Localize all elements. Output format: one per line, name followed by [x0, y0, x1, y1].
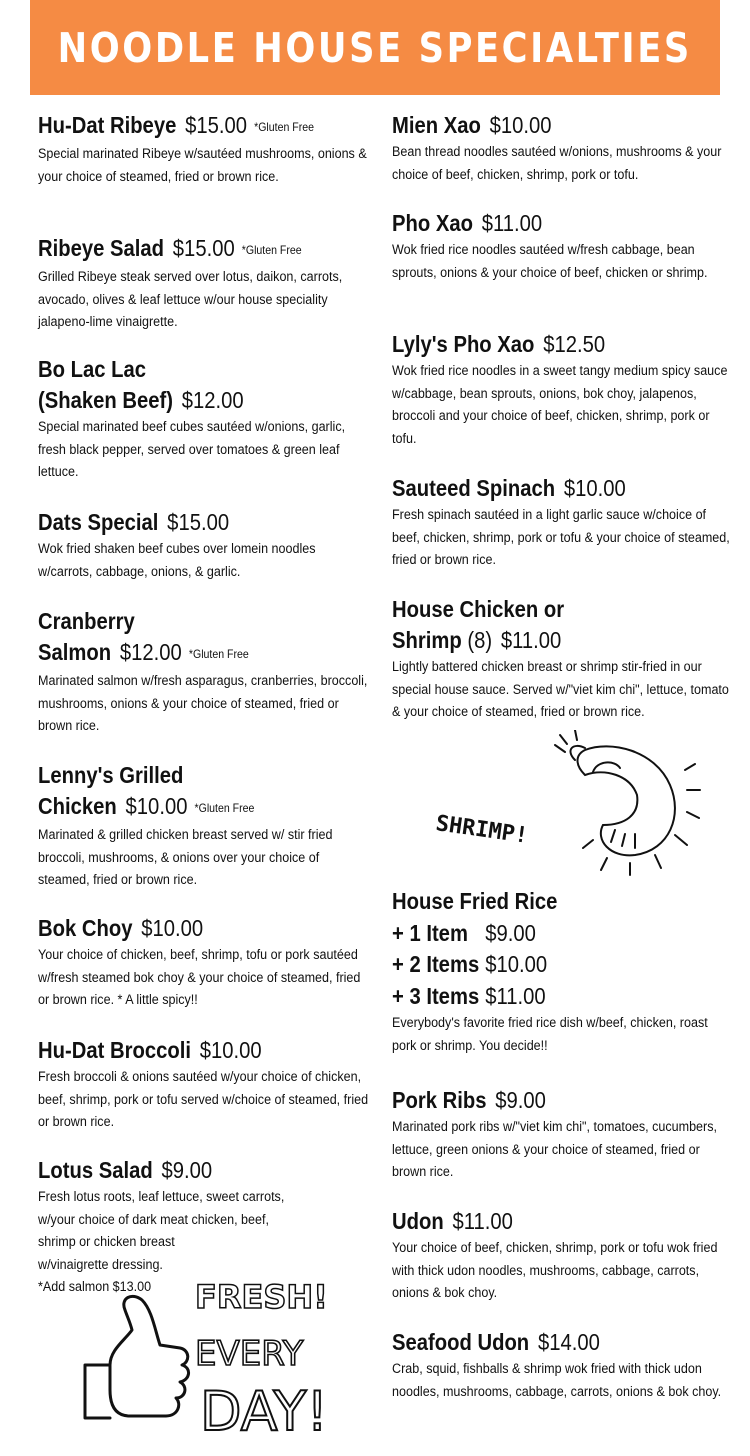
item-title-line1: Bo Lac Lac — [38, 356, 146, 382]
gluten-free-note: *Gluten Free — [188, 647, 249, 661]
item-title — [38, 233, 330, 266]
menu-item-udon — [392, 1206, 732, 1305]
menu-item-sauteed-spinach — [392, 473, 732, 572]
gluten-free-note: *Gluten Free — [194, 801, 255, 815]
shrimp-doodle — [425, 730, 705, 880]
menu-item-dats-special — [38, 507, 370, 583]
item-description: Lightly battered chicken breast or shrimp stir-fried in our special house sauce. Served w/"viet kim chi", lettuce, tomato & your choice of steamed, fried or brown rice. — [392, 659, 729, 719]
item-description: Grilled Ribeye steak served over lotus, daikon, carrots, avocado, olives & leaf lettuce w/our house speciality jalapeno-lime vinaigrette. — [38, 269, 343, 329]
item-name: Pork Ribs — [392, 1087, 487, 1113]
item-price: $12.00 — [181, 387, 244, 413]
desc-line: shrimp or chicken breast — [38, 1234, 175, 1249]
item-price: $12.50 — [543, 331, 606, 357]
option-price: $9.00 — [485, 919, 536, 946]
header-banner — [30, 0, 720, 95]
item-name: Seafood Udon — [392, 1329, 530, 1355]
item-price: $11.00 — [500, 627, 562, 653]
item-description: Marinated salmon w/fresh asparagus, cranberries, broccoli, mushrooms, onions & your choice of steamed, fried or brown rice. — [38, 673, 368, 733]
day-text: DAY! — [200, 1380, 329, 1443]
option-price: $11.00 — [485, 982, 546, 1009]
item-title — [392, 625, 691, 656]
item-price: $14.00 — [537, 1329, 600, 1355]
item-description: Everybody's favorite fried rice dish w/beef, chicken, roast pork or shrimp. You decide!! — [392, 1015, 708, 1053]
item-title-line1: House Chicken or — [392, 596, 565, 622]
item-name: Salmon — [38, 639, 112, 665]
menu-item-ribeye-salad — [38, 233, 370, 334]
option-label: + 2 Items — [392, 951, 480, 977]
item-title — [38, 385, 330, 416]
item-name: Hu-Dat Ribeye — [38, 112, 177, 138]
item-title — [38, 1155, 330, 1186]
add-salmon-note: *Add salmon $13.00 — [38, 1279, 152, 1294]
item-name: Mien Xao — [392, 112, 481, 138]
desc-line: Fresh lotus roots, leaf lettuce, sweet carrots, — [38, 1189, 285, 1204]
item-quantity: (8) — [467, 627, 493, 653]
item-description: Your choice of chicken, beef, shrimp, tofu or pork sautéed w/fresh steamed bok choy & your choice of steamed, fried or brown rice. * A little spicy!! — [38, 947, 361, 1007]
item-price: $10.00 — [125, 793, 188, 819]
item-name: Lotus Salad — [38, 1157, 153, 1183]
item-title — [392, 1085, 691, 1116]
item-name: Hu-Dat Broccoli — [38, 1037, 191, 1063]
item-description: Wok fried shaken beef cubes over lomein noodles w/carrots, cabbage, onions, & garlic. — [38, 541, 316, 579]
item-title — [392, 329, 691, 360]
item-price: $15.00 — [185, 112, 248, 138]
page-title: NOODLE HOUSE SPECIALTIES — [57, 23, 693, 72]
item-title — [392, 1206, 691, 1237]
item-description: Bean thread noodles sautéed w/onions, mushrooms & your choice of beef, chicken, shrimp, pork or tofu. — [392, 144, 722, 182]
item-name: Chicken — [38, 793, 117, 819]
item-description: Special marinated Ribeye w/sautéed mushrooms, onions & your choice of steamed, fried or brown rice. — [38, 146, 367, 184]
item-price: $10.00 — [199, 1037, 262, 1063]
shrimp-doodle-text: SHRIMP! — [434, 811, 530, 849]
item-name: Dats Special — [38, 509, 159, 535]
item-title — [38, 637, 330, 670]
item-description: Wok fried rice noodles in a sweet tangy medium spicy sauce w/cabbage, bean sprouts, onions, bok choy, jalapenos, broccoli and your choice of beef, chicken, shrimp, pork or tofu. — [392, 363, 728, 446]
item-price: $10.00 — [141, 915, 204, 941]
item-title — [38, 1035, 330, 1066]
item-title-line1: Cranberry — [38, 608, 135, 634]
menu-item-house-fried-rice — [392, 886, 732, 1057]
item-title — [392, 110, 691, 141]
item-price: $11.00 — [452, 1208, 513, 1234]
item-description: Crab, squid, fishballs & shrimp wok fried with thick udon noodles, mushrooms, cabbage, carrots, onions & bok choy. — [392, 1361, 722, 1399]
every-text: EVERY — [195, 1334, 304, 1374]
gluten-free-note: *Gluten Free — [254, 120, 314, 134]
item-description: Wok fried rice noodles sautéed w/fresh cabbage, bean sprouts, onions & your choice of beef, chicken or shrimp. — [392, 242, 708, 280]
option-price: $10.00 — [485, 951, 548, 977]
item-price: $15.00 — [172, 235, 235, 261]
menu-item-pork-ribs — [392, 1085, 732, 1184]
menu-item-seafood-udon — [392, 1327, 732, 1403]
thumbs-up-icon — [110, 1296, 189, 1416]
item-title: House Fried Rice — [392, 888, 558, 914]
item-price: $10.00 — [489, 112, 552, 138]
item-description: Marinated & grilled chicken breast served w/ stir fried broccoli, mushrooms, & onions over your choice of steamed, fried or brown rice. — [38, 827, 333, 887]
item-name: Ribeye Salad — [38, 235, 165, 261]
fresh-text: FRESH! — [195, 1278, 328, 1316]
item-price: $9.00 — [161, 1157, 213, 1183]
menu-item-lylys-pho-xao — [392, 329, 732, 450]
item-name: Udon — [392, 1208, 444, 1234]
shrimp-body-icon — [578, 746, 675, 855]
menu-item-pho-xao — [392, 208, 732, 284]
item-price: $12.00 — [119, 639, 182, 665]
item-description: Marinated pork ribs w/"viet kim chi", tomatoes, cucumbers, lettuce, green onions & your choice of steamed, fried or brown rice. — [392, 1119, 717, 1179]
item-name: Shrimp — [392, 627, 462, 653]
item-title — [38, 791, 330, 824]
desc-line: w/your choice of dark meat chicken, beef, — [38, 1211, 269, 1227]
item-description: Special marinated beef cubes sautéed w/onions, garlic, fresh black pepper, served over tomatoes & green leaf lettuce. — [38, 419, 346, 479]
item-title — [38, 110, 330, 143]
menu-item-bo-lac-lac — [38, 354, 370, 484]
menu-item-house-chicken-or-shrimp — [392, 594, 732, 724]
fried-rice-option — [392, 949, 691, 981]
item-title — [392, 1327, 691, 1358]
item-description: Your choice of beef, chicken, shrimp, pork or tofu wok fried with thick udon noodles, mushrooms, cabbage, carrots, onions & bok choy. — [392, 1240, 718, 1300]
fried-rice-option — [392, 918, 691, 950]
fresh-every-day-doodle — [70, 1270, 380, 1450]
item-description: Fresh spinach sautéed in a light garlic sauce w/choice of beef, chicken, shrimp, pork or tofu & your choice of steamed, fried or brown rice. — [392, 507, 730, 567]
item-title — [38, 507, 330, 538]
item-title — [392, 208, 691, 239]
item-name: Lyly's Pho Xao — [392, 331, 535, 357]
item-price: $15.00 — [167, 509, 230, 535]
item-title-line1: Lenny's Grilled — [38, 762, 184, 788]
menu-item-hu-dat-broccoli — [38, 1035, 370, 1134]
item-name: Sauteed Spinach — [392, 475, 556, 501]
item-price: $10.00 — [563, 475, 626, 501]
item-title — [392, 473, 691, 504]
item-name: Bok Choy — [38, 915, 133, 941]
item-name: Pho Xao — [392, 210, 473, 236]
menu-item-mien-xao — [392, 110, 732, 186]
option-label: + 1 Item — [392, 919, 468, 946]
fried-rice-option — [392, 981, 691, 1013]
item-price: $9.00 — [495, 1087, 546, 1113]
item-price: $11.00 — [481, 210, 543, 236]
option-label: + 3 Items — [392, 982, 480, 1009]
menu-item-lennys-grilled-chicken — [38, 760, 370, 892]
item-title — [38, 913, 330, 944]
menu-item-hu-dat-ribeye — [38, 110, 370, 188]
desc-line: w/vinaigrette dressing. — [38, 1256, 163, 1272]
item-description: Fresh broccoli & onions sautéed w/your choice of chicken, beef, shrimp, pork or tofu served w/choice of steamed, fried or brown rice. — [38, 1069, 369, 1129]
menu-item-cranberry-salmon — [38, 606, 370, 738]
item-name: (Shaken Beef) — [38, 387, 173, 413]
menu-item-bok-choy — [38, 913, 370, 1012]
gluten-free-note: *Gluten Free — [241, 243, 302, 257]
